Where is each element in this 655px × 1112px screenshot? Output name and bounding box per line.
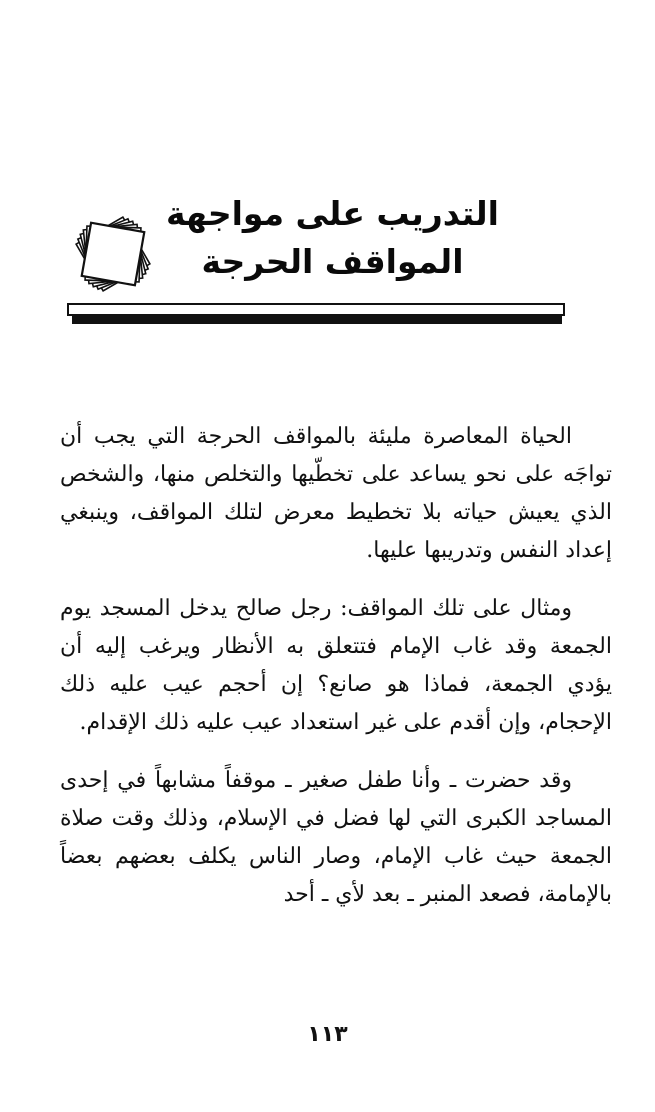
chapter-title-line-2: المواقف الحرجة: [201, 242, 464, 281]
chapter-title: [160, 190, 505, 286]
body-text: [60, 418, 612, 934]
title-underline-rule: [66, 300, 566, 328]
page-number: ١١٣: [307, 1022, 348, 1047]
paragraph: وقد حضرت ـ وأنا طفل صغير ـ موقفاً مشابهاً في إحدى المساجد الكبرى التي لها فضل في الإسلام، وذلك وقت صلاة الجمعة حيث غاب الإمام، وصار الناس يكلف بعضهم بعضاً بالإمامة، فصعد المنبر ـ بعد لأي ـ أحد: [60, 768, 612, 907]
chapter-title-line-1: التدريب على مواجهة: [166, 194, 499, 233]
paragraph: الحياة المعاصرة مليئة بالمواقف الحرجة التي يجب أن تواجَه على نحو يساعد على تخطّيها والتخلص منها، والشخص الذي يعيش حياته بلا تخطيط معرض لتلك المواقف، وينبغي إعداد النفس وتدريبها عليها.: [60, 424, 612, 563]
chapter-ornament-icon: [58, 205, 168, 315]
paragraph: ومثال على تلك المواقف: رجل صالح يدخل المسجد يوم الجمعة وقد غاب الإمام فتتعلق به الأنظار ويرغب إليه أن يؤدي الجمعة، فماذا هو صانع؟ إن أحجم عيب عليه ذلك الإحجام، وإن أقدم على غير استعداد عيب عليه ذلك الإقدام.: [60, 596, 612, 735]
